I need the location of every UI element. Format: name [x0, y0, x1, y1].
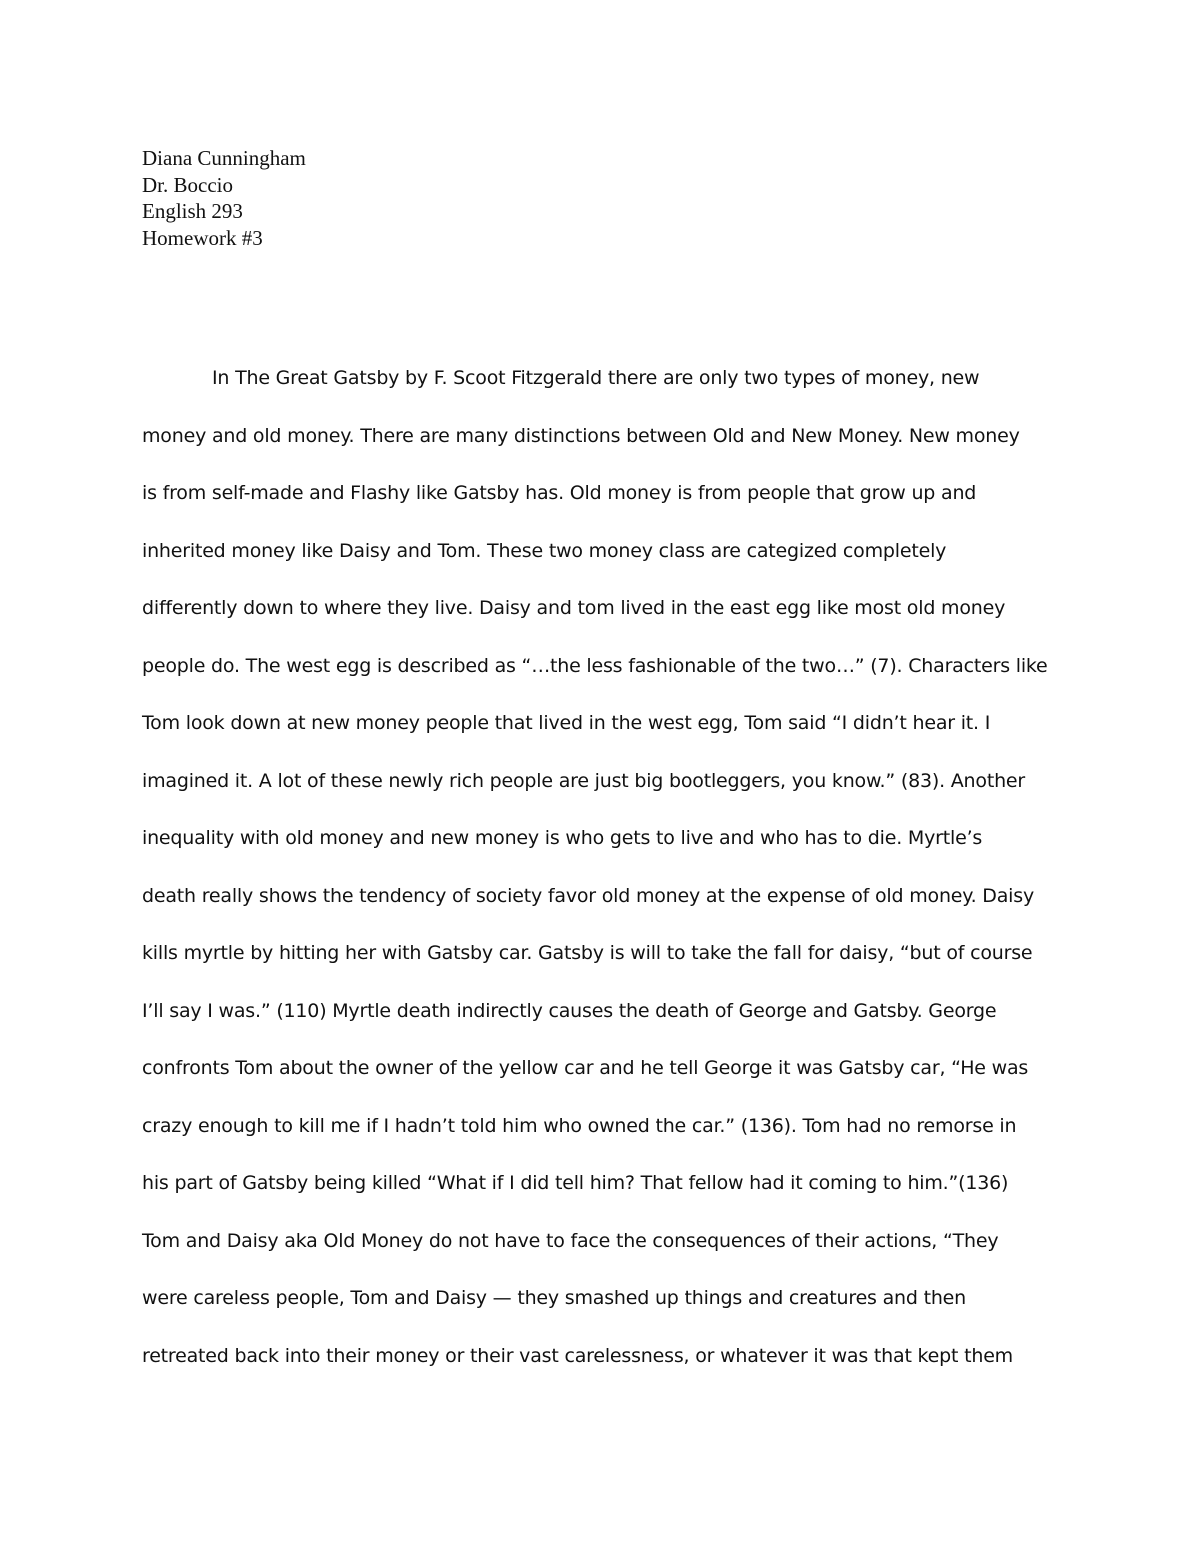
essay-line: In The Great Gatsby by F. Scoot Fitzgerald there are only two types of money, new [212, 367, 980, 389]
assignment-title: Homework #3 [142, 225, 263, 250]
essay-line: crazy enough to kill me if I hadn’t told him who owned the car.” (136). Tom had no remorse in [142, 1114, 1017, 1137]
essay-body [142, 363, 1072, 1398]
heading-block [142, 145, 306, 251]
course-name: English 293 [142, 199, 243, 223]
essay-line: imagined it. A lot of these newly rich people are just big bootleggers, you know.” (83). Another [142, 769, 1026, 792]
essay-line: is from self-made and Flashy like Gatsby has. Old money is from people that grow up and [142, 482, 977, 504]
essay-line: Tom look down at new money people that lived in the west egg, Tom said “I didn’t hear it. I [142, 712, 991, 734]
essay-line: inherited money like Daisy and Tom. These two money class are categized completely [142, 539, 947, 562]
essay-line: money and old money. There are many distinctions between Old and New Money. New money [142, 424, 1020, 447]
essay-line: retreated back into their money or their vast carelessness, or whatever it was that kept them [142, 1344, 1013, 1367]
essay-line: people do. The west egg is described as “…the less fashionable of the two…” (7). Characters like [142, 654, 1048, 677]
essay-line: I’ll say I was.” (110) Myrtle death indirectly causes the death of George and Gatsby. George [142, 999, 997, 1022]
essay-line: were careless people, Tom and Daisy — they smashed up things and creatures and then [142, 1287, 967, 1309]
essay-line: his part of Gatsby being killed “What if I did tell him? That fellow had it coming to him.”(136) [142, 1172, 1009, 1194]
essay-line: confronts Tom about the owner of the yellow car and he tell George it was Gatsby car, “He was [142, 1057, 1029, 1079]
essay-line: Tom and Daisy aka Old Money do not have to face the consequences of their actions, “They [142, 1229, 999, 1252]
essay-line: inequality with old money and new money is who gets to live and who has to die. Myrtle’s [142, 827, 983, 849]
essay-line: differently down to where they live. Daisy and tom lived in the east egg like most old money [142, 597, 1006, 619]
essay-line: kills myrtle by hitting her with Gatsby car. Gatsby is will to take the fall for daisy, “but of course [142, 942, 1033, 964]
instructor-name: Dr. Boccio [142, 172, 233, 197]
essay-line: death really shows the tendency of society favor old money at the expense of old money. Daisy [142, 884, 1034, 907]
author-name: Diana Cunningham [142, 146, 306, 170]
